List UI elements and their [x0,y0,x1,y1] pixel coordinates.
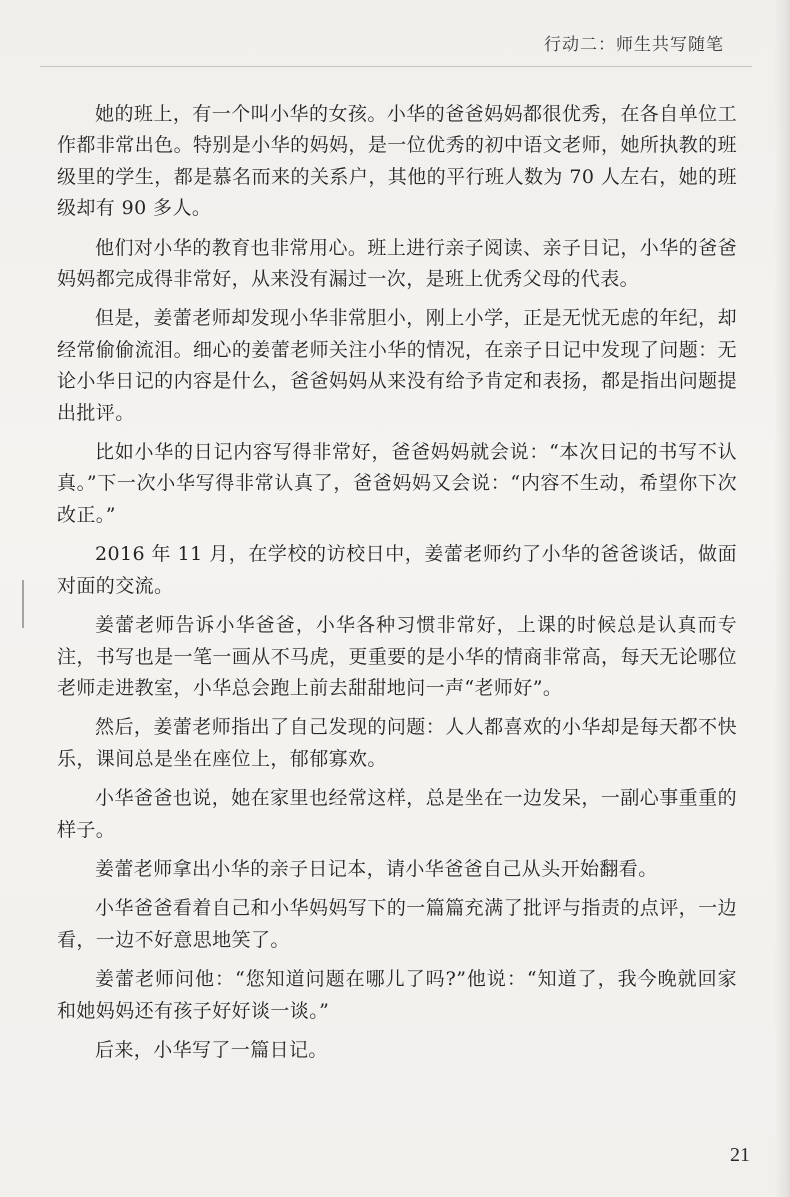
paragraph: 姜蕾老师告诉小华爸爸，小华各种习惯非常好，上课的时候总是认真而专注，书写也是一笔一画从不马虎，更重要的是小华的情商非常高，每天无论哪位老师走进教室，小华总会跑上前去甜甜地问一声“老师好”。 [57,614,737,699]
paragraph: 姜蕾老师拿出小华的亲子日记本，请小华爸爸自己从头开始翻看。 [95,857,658,880]
paragraph: 他们对小华的教育也非常用心。班上进行亲子阅读、亲子日记，小华的爸爸妈妈都完成得非常好，从来没有漏过一次，是班上优秀父母的代表。 [57,236,737,291]
margin-pencil-mark [22,580,24,628]
body-text [57,99,737,1074]
running-header: 行动二：师生共写随笔 [544,35,724,55]
paragraph: 比如小华的日记内容写得非常好，爸爸妈妈就会说：“本次日记的书写不认真。”下一次小华写得非常认真了，爸爸妈妈又会说：“内容不生动，希望你下次改正。” [57,441,737,526]
paragraph: 然后，姜蕾老师指出了自己发现的问题：人人都喜欢的小华却是每天都不快乐，课间总是坐在座位上，郁郁寡欢。 [57,716,737,770]
paragraph: 她的班上，有一个叫小华的女孩。小华的爸爸妈妈都很优秀，在各自单位工作都非常出色。特别是小华的妈妈，是一位优秀的初中语文老师，她所执教的班级里的学生，都是慕名而来的关系户，其他的平行班人数为 70 人左右，她的班级却有 90 多人。 [57,103,737,220]
page-edge-shadow [774,0,790,1197]
paragraph: 姜蕾老师问他：“您知道问题在哪儿了吗?”他说：“知道了，我今晚就回家和她妈妈还有孩子好好谈一谈。” [57,968,737,1022]
page-number: 21 [730,1144,750,1166]
paragraph: 但是，姜蕾老师却发现小华非常胆小，刚上小学，正是无忧无虑的年纪，却经常偷偷流泪。细心的姜蕾老师关注小华的情况，在亲子日记中发现了问题：无论小华日记的内容是什么，爸爸妈妈从来没有给予肯定和表扬，都是指出问题提出批评。 [57,307,737,424]
header-divider [40,66,752,67]
paragraph: 小华爸爸看着自己和小华妈妈写下的一篇篇充满了批评与指责的点评，一边看，一边不好意思地笑了。 [57,897,737,951]
paragraph: 小华爸爸也说，她在家里也经常这样，总是坐在一边发呆，一副心事重重的样子。 [57,787,737,841]
paragraph: 2016 年 11 月，在学校的访校日中，姜蕾老师约了小华的爸爸谈话，做面对面的交流。 [57,543,737,597]
paragraph: 后来，小华写了一篇日记。 [95,1038,328,1061]
